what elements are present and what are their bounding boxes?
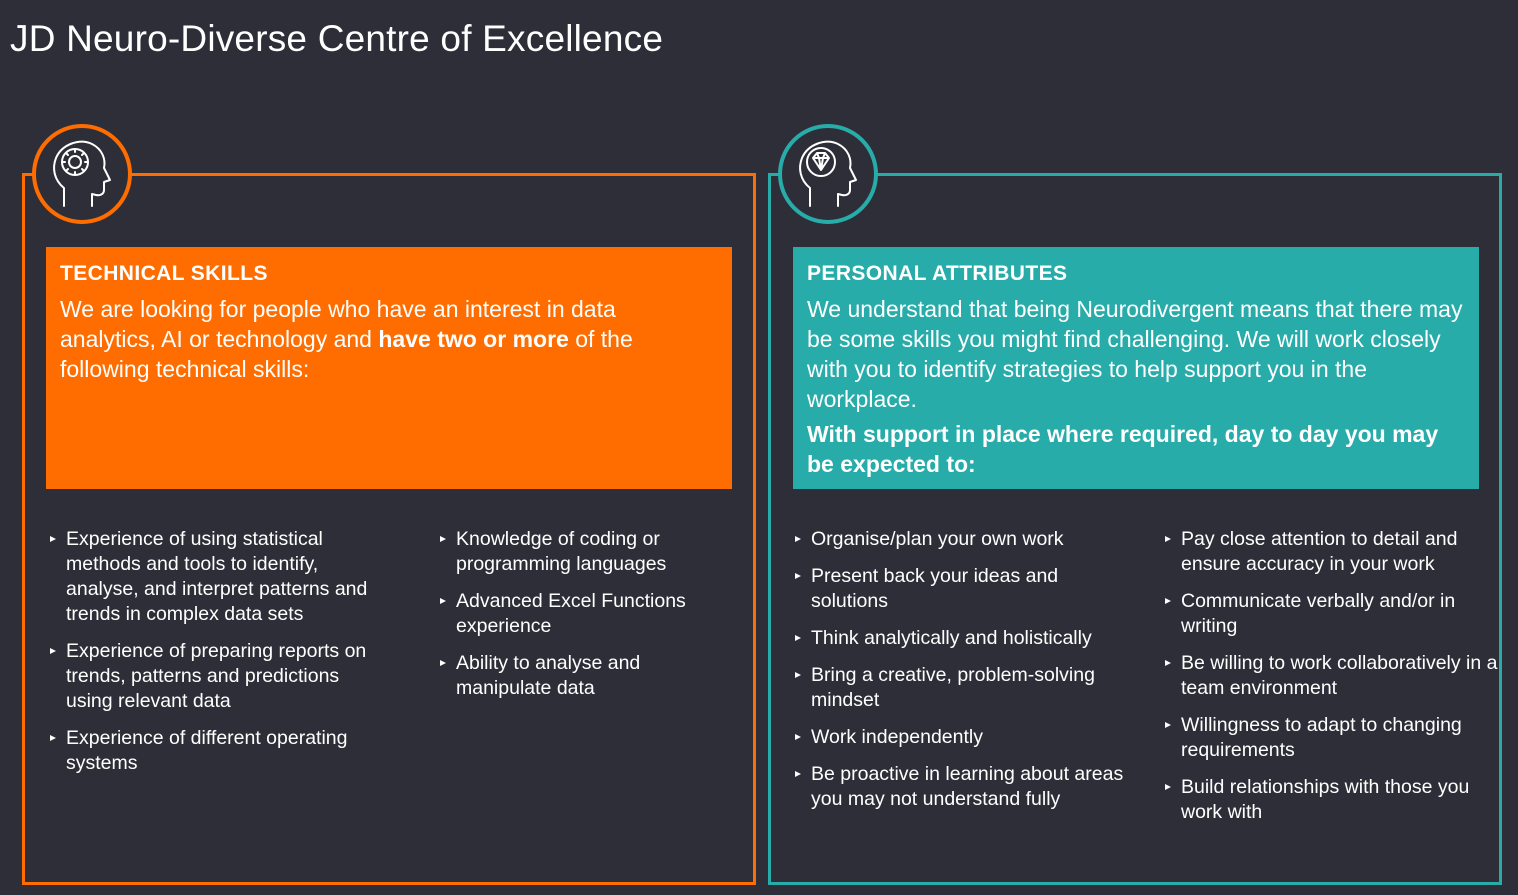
personal-attributes-list-right xyxy=(1163,527,1503,837)
technical-skills-list-right xyxy=(438,527,728,713)
personal-attributes-emphasis: With support in place where required, day to day you may be expected to: xyxy=(807,421,1439,477)
list-item: Advanced Excel Functions experience xyxy=(438,589,728,639)
list-item: Experience of using statistical methods and tools to identify, analyse, and interpret patterns and trends in complex data sets xyxy=(48,527,378,627)
list-item: Knowledge of coding or programming languages xyxy=(438,527,728,577)
list-item: Organise/plan your own work xyxy=(793,527,1128,552)
list-item: Be willing to work collaboratively in a team environment xyxy=(1163,651,1503,701)
intro-text-after: of the following technical skills: xyxy=(60,326,633,382)
technical-skills-intro xyxy=(60,294,718,384)
head-with-gear-icon xyxy=(36,128,128,220)
technical-skills-icon-badge xyxy=(32,124,132,224)
list-item: Think analytically and holistically xyxy=(793,626,1128,651)
personal-attributes-heading: PERSONAL ATTRIBUTES xyxy=(807,262,1068,285)
list-item: Bring a creative, problem-solving mindset xyxy=(793,663,1128,713)
list-item: Build relationships with those you work with xyxy=(1163,775,1503,825)
technical-skills-list-left xyxy=(48,527,378,788)
list-item: Experience of different operating systems xyxy=(48,726,378,776)
personal-attributes-list-left xyxy=(793,527,1128,824)
page-title: JD Neuro-Diverse Centre of Excellence xyxy=(10,18,664,59)
personal-attributes-callout xyxy=(793,247,1479,489)
personal-attributes-intro: We understand that being Neurodivergent means that there may be some skills you might find challenging. We will work closely with you to identify strategies to help support you in the workplace. xyxy=(807,296,1463,412)
list-item: Be proactive in learning about areas you may not understand fully xyxy=(793,762,1128,812)
list-item: Present back your ideas and solutions xyxy=(793,564,1128,614)
list-item: Pay close attention to detail and ensure accuracy in your work xyxy=(1163,527,1503,577)
list-item: Communicate verbally and/or in writing xyxy=(1163,589,1503,639)
technical-skills-callout xyxy=(46,247,732,489)
technical-skills-heading: TECHNICAL SKILLS xyxy=(60,262,268,285)
list-item: Willingness to adapt to changing requirements xyxy=(1163,713,1503,763)
intro-text-before: We are looking for people who have an interest in data analytics, AI or technology and xyxy=(60,296,616,352)
list-item: Ability to analyse and manipulate data xyxy=(438,651,728,701)
list-item: Experience of preparing reports on trends, patterns and predictions using relevant data xyxy=(48,639,378,714)
head-with-diamond-icon xyxy=(782,128,874,220)
intro-text-bold: have two or more xyxy=(378,326,569,352)
personal-attributes-icon-badge xyxy=(778,124,878,224)
list-item: Work independently xyxy=(793,725,1128,750)
